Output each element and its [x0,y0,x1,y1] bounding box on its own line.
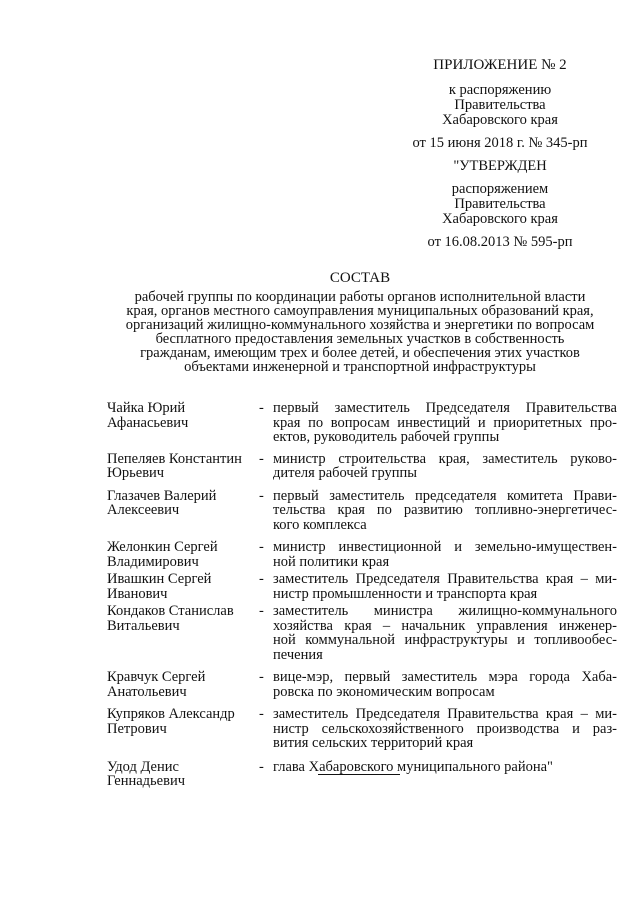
member-name [107,707,259,751]
member-role-line: заместитель Председателя Правительства края – ми- [273,571,617,587]
member-role-line: дителя рабочей группы [273,465,418,481]
member-role [273,452,617,481]
document-subtitle [105,290,615,374]
member-name-line: Анатольевич [107,683,187,700]
member-name-line: Владимирович [107,553,199,570]
member-role [273,401,617,445]
member-role-line: заместитель Председателя Правительства края – ми- [273,706,617,722]
stamp-line: Правительства [454,97,546,113]
member-row [107,401,617,445]
subtitle-line: бесплатного предоставления земельных участков в собственность [155,331,565,347]
member-name-line: Удод Денис [107,758,179,775]
member-role-line: печения [273,646,323,663]
member-dash: - [259,603,264,619]
document-title: СОСТАВ [329,270,391,286]
member-role [273,489,617,533]
member-role [273,670,617,699]
order-date-current: от 15 июня 2018 г. № 345-рп [412,135,588,151]
member-name-line: Юрьевич [107,465,165,481]
member-name-line: Геннадьевич [107,773,185,789]
member-role-line: тельства края по развитию топливно-энергетичес- [273,502,617,518]
member-name-line: Иванович [107,585,168,602]
member-name [107,760,259,789]
member-name-line: Витальевич [107,617,180,634]
member-role-line: глава Хабаровского муниципального района" [273,758,553,775]
member-role-line: ной политики края [273,553,390,570]
member-row [107,452,617,481]
member-name-line: Глазачев Валерий [107,487,217,504]
member-row [107,572,617,601]
member-name [107,670,259,699]
member-dash: - [259,758,264,775]
member-dash: - [259,571,264,587]
member-name-line: Афанасьевич [107,414,189,431]
member-name [107,604,259,662]
member-role-line: кого комплекса [273,516,367,533]
member-role-line: первый заместитель Председателя Правительства [273,400,617,416]
member-name-line: Чайка Юрий [107,400,186,416]
member-role-line: первый заместитель председателя комитета Прави- [273,487,617,504]
member-dash: - [259,706,264,722]
member-role [273,707,617,751]
member-name [107,489,259,533]
member-row [107,707,617,751]
member-role-line: ровска по экономическим вопросам [273,683,495,700]
member-role-line: вице-мэр, первый заместитель мэра города Хаба- [273,669,617,685]
member-dash: - [259,450,264,467]
stamp-line: Хабаровского края [442,112,558,128]
stamp-line: Правительства [454,196,546,212]
subtitle-line: организаций жилищно-коммунального хозяйства и энергетики по вопросам [125,317,595,333]
member-list [107,401,617,789]
member-dash: - [259,669,264,685]
member-name [107,540,259,569]
member-row [107,540,617,569]
member-role-line: заместитель министра жилищно-коммунального [273,603,617,619]
subtitle-line: объектами инженерной и транспортной инфраструктуры [184,359,536,375]
member-dash: - [259,400,264,416]
member-name-line: Купряков Александр [107,706,235,722]
member-role-line: вития сельских территорий края [273,735,474,751]
member-name-line: Алексеевич [107,502,180,518]
member-role [273,604,617,662]
member-role-line: министр инвестиционной и земельно-имуществен- [273,539,617,555]
member-role-line: ектов, руководитель рабочей группы [273,429,500,445]
subtitle-line: края, органов местного самоуправления муниципальных образований края, [126,303,594,319]
member-name-line: Ивашкин Сергей [107,571,212,587]
member-role-line: хозяйства края – начальник управления инженер- [273,617,617,634]
member-row [107,489,617,533]
member-row [107,604,617,662]
member-name-line: Петрович [107,720,167,737]
appendix-stamp [395,58,605,250]
member-role-line: ной коммунальной инфраструктуры и топливообес- [273,632,617,648]
member-name-line: Желонкин Сергей [107,539,218,555]
member-name [107,572,259,601]
subtitle-line: рабочей группы по координации работы органов исполнительной власти [134,289,586,305]
member-name-line: Пепеляев Константин [107,450,242,467]
member-name-line: Кондаков Станислав [107,603,234,619]
member-role-line: края по вопросам инвестиций и приоритетных про- [273,414,617,431]
appendix-heading: ПРИЛОЖЕНИЕ № 2 [433,57,567,73]
member-dash: - [259,539,264,555]
closing-rule [318,774,400,775]
stamp-line: распоряжением [451,181,549,197]
approved-label: "УТВЕРЖДЕН [453,158,547,174]
member-row [107,670,617,699]
stamp-line: к распоряжению [448,82,552,98]
stamp-line: Хабаровского края [442,211,558,227]
order-date-original: от 16.08.2013 № 595-рп [427,234,573,250]
member-name [107,401,259,445]
member-dash: - [259,487,264,504]
member-role-line: нистр промышленности и транспорта края [273,585,538,602]
member-name-line: Кравчук Сергей [107,669,206,685]
member-role [273,572,617,601]
member-name [107,452,259,481]
member-role-line: министр строительства края, заместитель руково- [273,450,617,467]
member-role [273,540,617,569]
member-role-line: нистр сельскохозяйственного производства и раз- [273,720,617,737]
subtitle-line: гражданам, имеющим трех и более детей, и обеспечения этих участков [140,345,580,361]
